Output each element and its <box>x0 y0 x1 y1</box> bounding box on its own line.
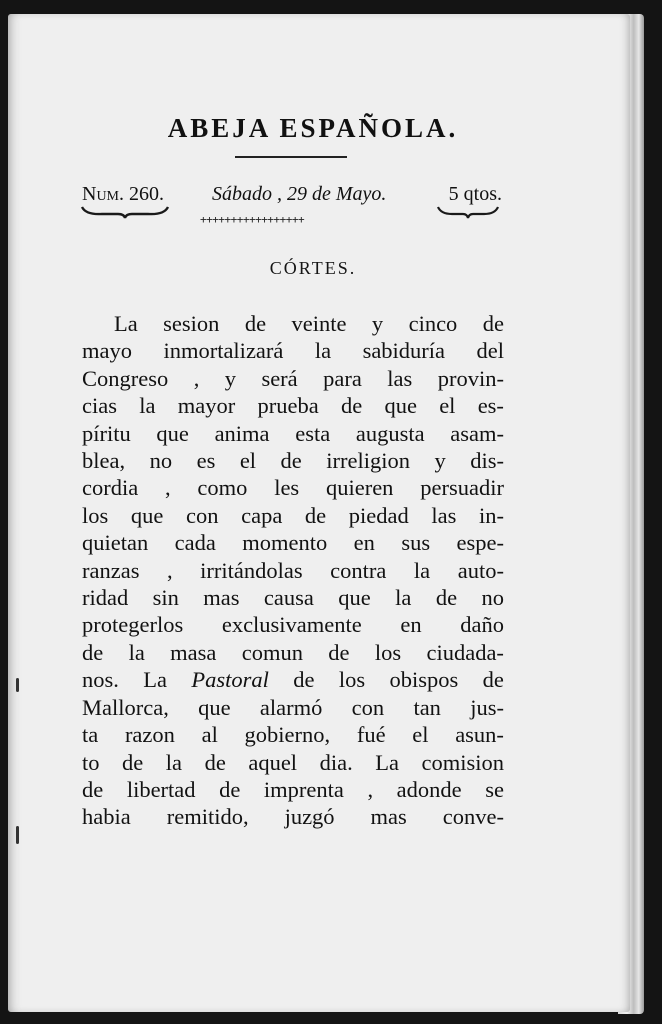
word: en <box>400 612 422 638</box>
word: La <box>114 311 138 336</box>
word: es- <box>477 393 504 419</box>
word: con <box>185 502 219 528</box>
text-line <box>82 529 504 556</box>
word: razon <box>124 722 175 748</box>
word: de <box>340 393 363 419</box>
word: la <box>413 557 431 583</box>
word: mayor <box>177 393 236 419</box>
word: la <box>395 585 412 611</box>
word: inmortalizará <box>163 338 284 364</box>
word: sabiduría <box>362 338 446 364</box>
word: con <box>351 694 385 720</box>
newspaper-title: ABEJA ESPAÑOLA. <box>167 113 459 143</box>
word: adonde <box>396 776 462 802</box>
word: capa <box>241 502 283 528</box>
word: fué <box>356 722 386 748</box>
word: daño <box>460 612 504 638</box>
word: , <box>165 475 171 501</box>
word: el <box>439 393 456 419</box>
word: comun <box>241 639 303 665</box>
word: ciudada- <box>426 639 504 665</box>
word: de <box>435 585 458 611</box>
word: habia <box>82 804 131 830</box>
title-rule <box>235 156 347 158</box>
word: , <box>167 557 173 583</box>
word: y <box>434 448 446 474</box>
word: sesion <box>163 311 220 336</box>
section-heading: CÓRTES. <box>269 258 357 278</box>
word: aquel <box>248 749 298 775</box>
text-line <box>82 694 504 721</box>
word: augusta <box>355 420 425 446</box>
word: veinte <box>291 311 347 336</box>
word: mas <box>370 804 407 830</box>
word: la <box>165 749 183 775</box>
text-line <box>82 666 504 693</box>
word: que <box>384 393 417 419</box>
issue-number: Num. 260. <box>82 183 165 205</box>
word: prueba <box>257 393 319 419</box>
word: píritu <box>82 420 131 446</box>
word: Pastoral <box>191 667 269 693</box>
word: en <box>353 530 375 556</box>
text-line <box>82 803 504 830</box>
word: piedad <box>348 502 409 528</box>
word: de <box>280 448 302 474</box>
word: las <box>431 502 457 528</box>
word: del <box>476 338 504 364</box>
word: sin <box>152 585 179 611</box>
word: blea, <box>82 448 126 474</box>
word: mas <box>203 585 240 611</box>
issue-date: Sábado , 29 de Mayo. <box>212 183 387 205</box>
word: cordia <box>82 475 139 501</box>
text-line <box>82 310 504 337</box>
word: quieren <box>325 475 394 501</box>
word: persuadir <box>420 475 504 501</box>
word: les <box>274 475 300 501</box>
word: los <box>82 502 109 528</box>
word: conve- <box>442 804 504 830</box>
word: no <box>481 585 504 611</box>
right-brace-ornament <box>436 205 500 219</box>
word: para <box>323 365 362 391</box>
word: ranzas <box>82 557 140 583</box>
word: cias <box>82 393 117 419</box>
word: como <box>197 475 248 501</box>
word: que <box>198 694 231 720</box>
word: provin- <box>437 365 504 391</box>
text-line <box>82 392 504 419</box>
word: imprenta <box>263 776 344 802</box>
word: de <box>482 311 504 336</box>
word: de <box>328 639 350 665</box>
word: dis- <box>470 448 504 474</box>
left-brace-ornament <box>80 205 170 219</box>
word: las <box>387 365 413 391</box>
word: auto- <box>457 557 504 583</box>
word: la <box>314 338 332 364</box>
text-line <box>82 502 504 529</box>
word: que <box>338 585 371 611</box>
spine-mark <box>16 678 19 692</box>
spine-mark <box>16 826 19 844</box>
word: masa <box>170 639 217 665</box>
word: to <box>82 749 100 775</box>
text-line <box>82 611 504 638</box>
word: y <box>371 311 384 336</box>
word: gobierno, <box>244 722 331 748</box>
text-line <box>82 365 504 392</box>
word: dia. <box>319 749 353 775</box>
word: de <box>82 776 104 802</box>
word: de <box>482 667 504 693</box>
text-line <box>82 639 504 666</box>
word: los <box>338 667 366 693</box>
word: que <box>156 420 189 446</box>
text-line <box>82 337 504 364</box>
text-line <box>82 474 504 501</box>
text-line <box>82 447 504 474</box>
word: irreligion <box>326 448 411 474</box>
word: alarmó <box>259 694 323 720</box>
text-line <box>82 776 504 803</box>
word: espe- <box>456 530 504 556</box>
word: de <box>293 667 315 693</box>
word: cada <box>174 530 216 556</box>
word: irritándolas <box>200 557 303 583</box>
ornament-rule: +++++++++++++++++ <box>200 213 305 226</box>
word: juzgó <box>284 804 335 830</box>
word: mayo <box>82 338 132 364</box>
word: Congreso <box>82 365 169 391</box>
word: in- <box>478 502 504 528</box>
word: anima <box>214 420 270 446</box>
word: de <box>122 749 144 775</box>
word: contra <box>330 557 387 583</box>
word: de <box>244 311 267 336</box>
issue-price: 5 qtos. <box>448 183 502 205</box>
text-line <box>82 721 504 748</box>
word: que <box>130 502 164 528</box>
word: asun- <box>455 722 504 748</box>
word: la <box>139 393 156 419</box>
word: obispos <box>389 667 459 693</box>
word: , <box>193 365 200 391</box>
word: y <box>224 365 236 391</box>
word: de <box>219 776 241 802</box>
word: libertad <box>126 776 196 802</box>
word: no <box>149 448 173 474</box>
word: remitido, <box>166 804 249 830</box>
word: se <box>485 776 504 802</box>
word: La <box>375 749 399 775</box>
word: de <box>82 639 104 665</box>
word: ridad <box>82 585 129 611</box>
word: exclusivamente <box>221 612 362 638</box>
word: Mallorca, <box>82 694 169 720</box>
word: la <box>128 639 145 665</box>
word: ta <box>82 722 99 748</box>
text-line <box>82 749 504 776</box>
word: causa <box>263 585 314 611</box>
word: será <box>261 365 298 391</box>
word: La <box>143 667 167 693</box>
word: protegerlos <box>82 612 184 638</box>
text-line <box>82 584 504 611</box>
word: esta <box>295 420 331 446</box>
word: comision <box>421 749 504 775</box>
text-line <box>82 557 504 584</box>
word: los <box>374 639 402 665</box>
word: momento <box>242 530 328 556</box>
word: quietan <box>82 530 149 556</box>
text-line <box>82 420 504 447</box>
word: cinco <box>408 311 458 336</box>
word: es <box>196 448 216 474</box>
word: tan <box>413 694 441 720</box>
word: el <box>412 722 429 748</box>
word: al <box>201 722 218 748</box>
word: nos. <box>82 667 119 693</box>
word: jus- <box>470 694 504 720</box>
word: el <box>239 448 257 474</box>
word: sus <box>401 530 431 556</box>
word: de <box>304 502 327 528</box>
word: , <box>367 776 374 802</box>
word: asam- <box>450 420 504 446</box>
article-body <box>82 310 504 831</box>
word: de <box>204 749 226 775</box>
